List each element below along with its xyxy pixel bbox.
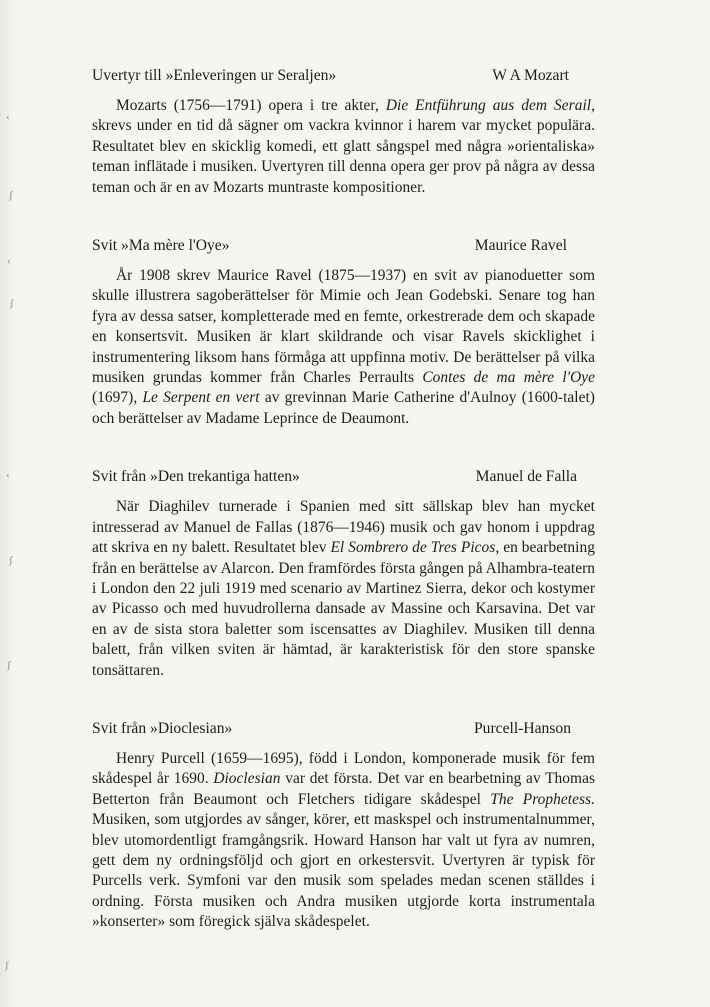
edge-mark: ʃ bbox=[9, 189, 13, 201]
edge-mark: ‹ bbox=[6, 469, 10, 481]
text-run: av grevinnan Marie Catherine d'Aulnoy (1600-talet) och berättelser av Madame Leprince de Deaumont. bbox=[92, 389, 595, 427]
text-run: Mozarts (1756—1791) opera i tre akter, bbox=[116, 97, 386, 114]
work-title: Uvertyr till »Enleveringen ur Seraljen» bbox=[92, 67, 337, 84]
section-text bbox=[92, 266, 595, 429]
work-title: Svit från »Dioclesian» bbox=[92, 719, 233, 737]
composer-name: W A Mozart bbox=[492, 67, 569, 84]
edge-mark: ʃ bbox=[5, 959, 9, 971]
text-run: skrevs under en tid då sägner om vackra kvinnor i harem var mycket populära. Resultatet blev en skicklig komedi, ett glatt sångspel med några »orientaliska» teman inflätade i musiken. Uvertyren till denna opera ger prov på några av dessa teman och är en av Mozarts muntraste kompositioner. bbox=[92, 117, 595, 196]
program-section bbox=[92, 66, 595, 198]
composer-name: Manuel de Falla bbox=[475, 468, 577, 486]
text-run: Henry Purcell (1659—1695), född i London, komponerade musik för fem skådespel år 1690. bbox=[92, 749, 595, 788]
program-section bbox=[92, 467, 595, 681]
section-text bbox=[92, 749, 595, 933]
edge-mark: ʃ bbox=[9, 554, 13, 566]
text-run: en bearbetning från en berättelse av Alarcon. Den framfördes första gången på Alhambra-teatern i London den 22 juli 1919 med scenario av Martinez Sierra, dekor och kostymer av Picasso och med huvudrollerna dansade av Massine och Karsavina. Det var en av de sista stora baletter som iscensattes av Diaghilev. Musiken till denna balett, från vilken sviten är hämtad, är karakteristisk för den store spanske tonsättaren. bbox=[92, 539, 595, 679]
program-section bbox=[92, 719, 595, 933]
section-heading bbox=[92, 66, 595, 86]
program-notes bbox=[92, 66, 595, 971]
edge-mark: ‹ bbox=[6, 111, 10, 123]
section-text bbox=[92, 96, 595, 198]
italic-text-run: Dioclesian bbox=[213, 770, 281, 788]
edge-mark: ʃ bbox=[10, 297, 14, 309]
text-run: År 1908 skrev Maurice Ravel (1875—1937) en svit av pianoduetter som skulle illustrera sagoberättelser för Mimie och Jean Godebski. Senare tog han fyra av dessa satser, kompletterade med en femte, orkestrerade dem och skapade en konsertsvit. Musiken är klart skildrande och visar Ravels skicklighet i instrumentering liksom hans förmåga att uppfinna motiv. De berättelser på vilka musiken grundas kommer från Charles Perraults bbox=[92, 267, 595, 387]
text-run: När Diaghilev turnerade i Spanien med sitt sällskap blev han mycket intresserad av Manuel de Fallas (1876—1946) musik och gav honom i uppdrag att skriva en ny balett. Resultatet blev bbox=[92, 498, 595, 557]
composer-name: Maurice Ravel bbox=[474, 237, 567, 255]
italic-text-run: Contes de ma mère l'Oye bbox=[422, 369, 596, 387]
italic-text-run: Le Serpent en vert bbox=[142, 389, 260, 407]
section-heading bbox=[92, 719, 595, 739]
work-title: Svit från »Den trekantiga hatten» bbox=[92, 468, 300, 486]
text-run: (1697), bbox=[92, 389, 143, 407]
composer-name: Purcell-Hanson bbox=[473, 719, 571, 737]
text-run: Musiken, som utgjordes av sånger, körer, ett maskspel och instrumentalnummer, blev utomordentligt framgångsrik. Howard Hanson har valt ut fyra av numren, gett dem ny ordningsföljd och gjort en orkestersvit. Uvertyren är typisk för Purcells verk. Symfoni var den musik som spelades medan scenen ställdes i ordning. Första musiken och Andra musiken utgjorde korta instrumentala »konserter» som föregick själva skådespelet. bbox=[92, 811, 595, 931]
edge-mark: ʃ bbox=[7, 659, 11, 671]
section-heading bbox=[92, 467, 595, 487]
section-heading bbox=[92, 236, 595, 256]
text-run: var det första. Det var en bearbetning av Thomas Betterton från Beaumont och Fletchers tidigare skådespel bbox=[92, 770, 595, 808]
italic-text-run: Die Entführung aus dem Serail, bbox=[385, 97, 595, 114]
page-binding-edge bbox=[0, 0, 14, 1007]
italic-text-run: El Sombrero de Tres Picos, bbox=[330, 539, 500, 557]
italic-text-run: The Prophetess. bbox=[490, 790, 595, 808]
work-title: Svit »Ma mère l'Oye» bbox=[92, 237, 230, 255]
section-text bbox=[92, 497, 595, 681]
program-section bbox=[92, 236, 595, 429]
edge-mark: ‹ bbox=[7, 255, 11, 267]
